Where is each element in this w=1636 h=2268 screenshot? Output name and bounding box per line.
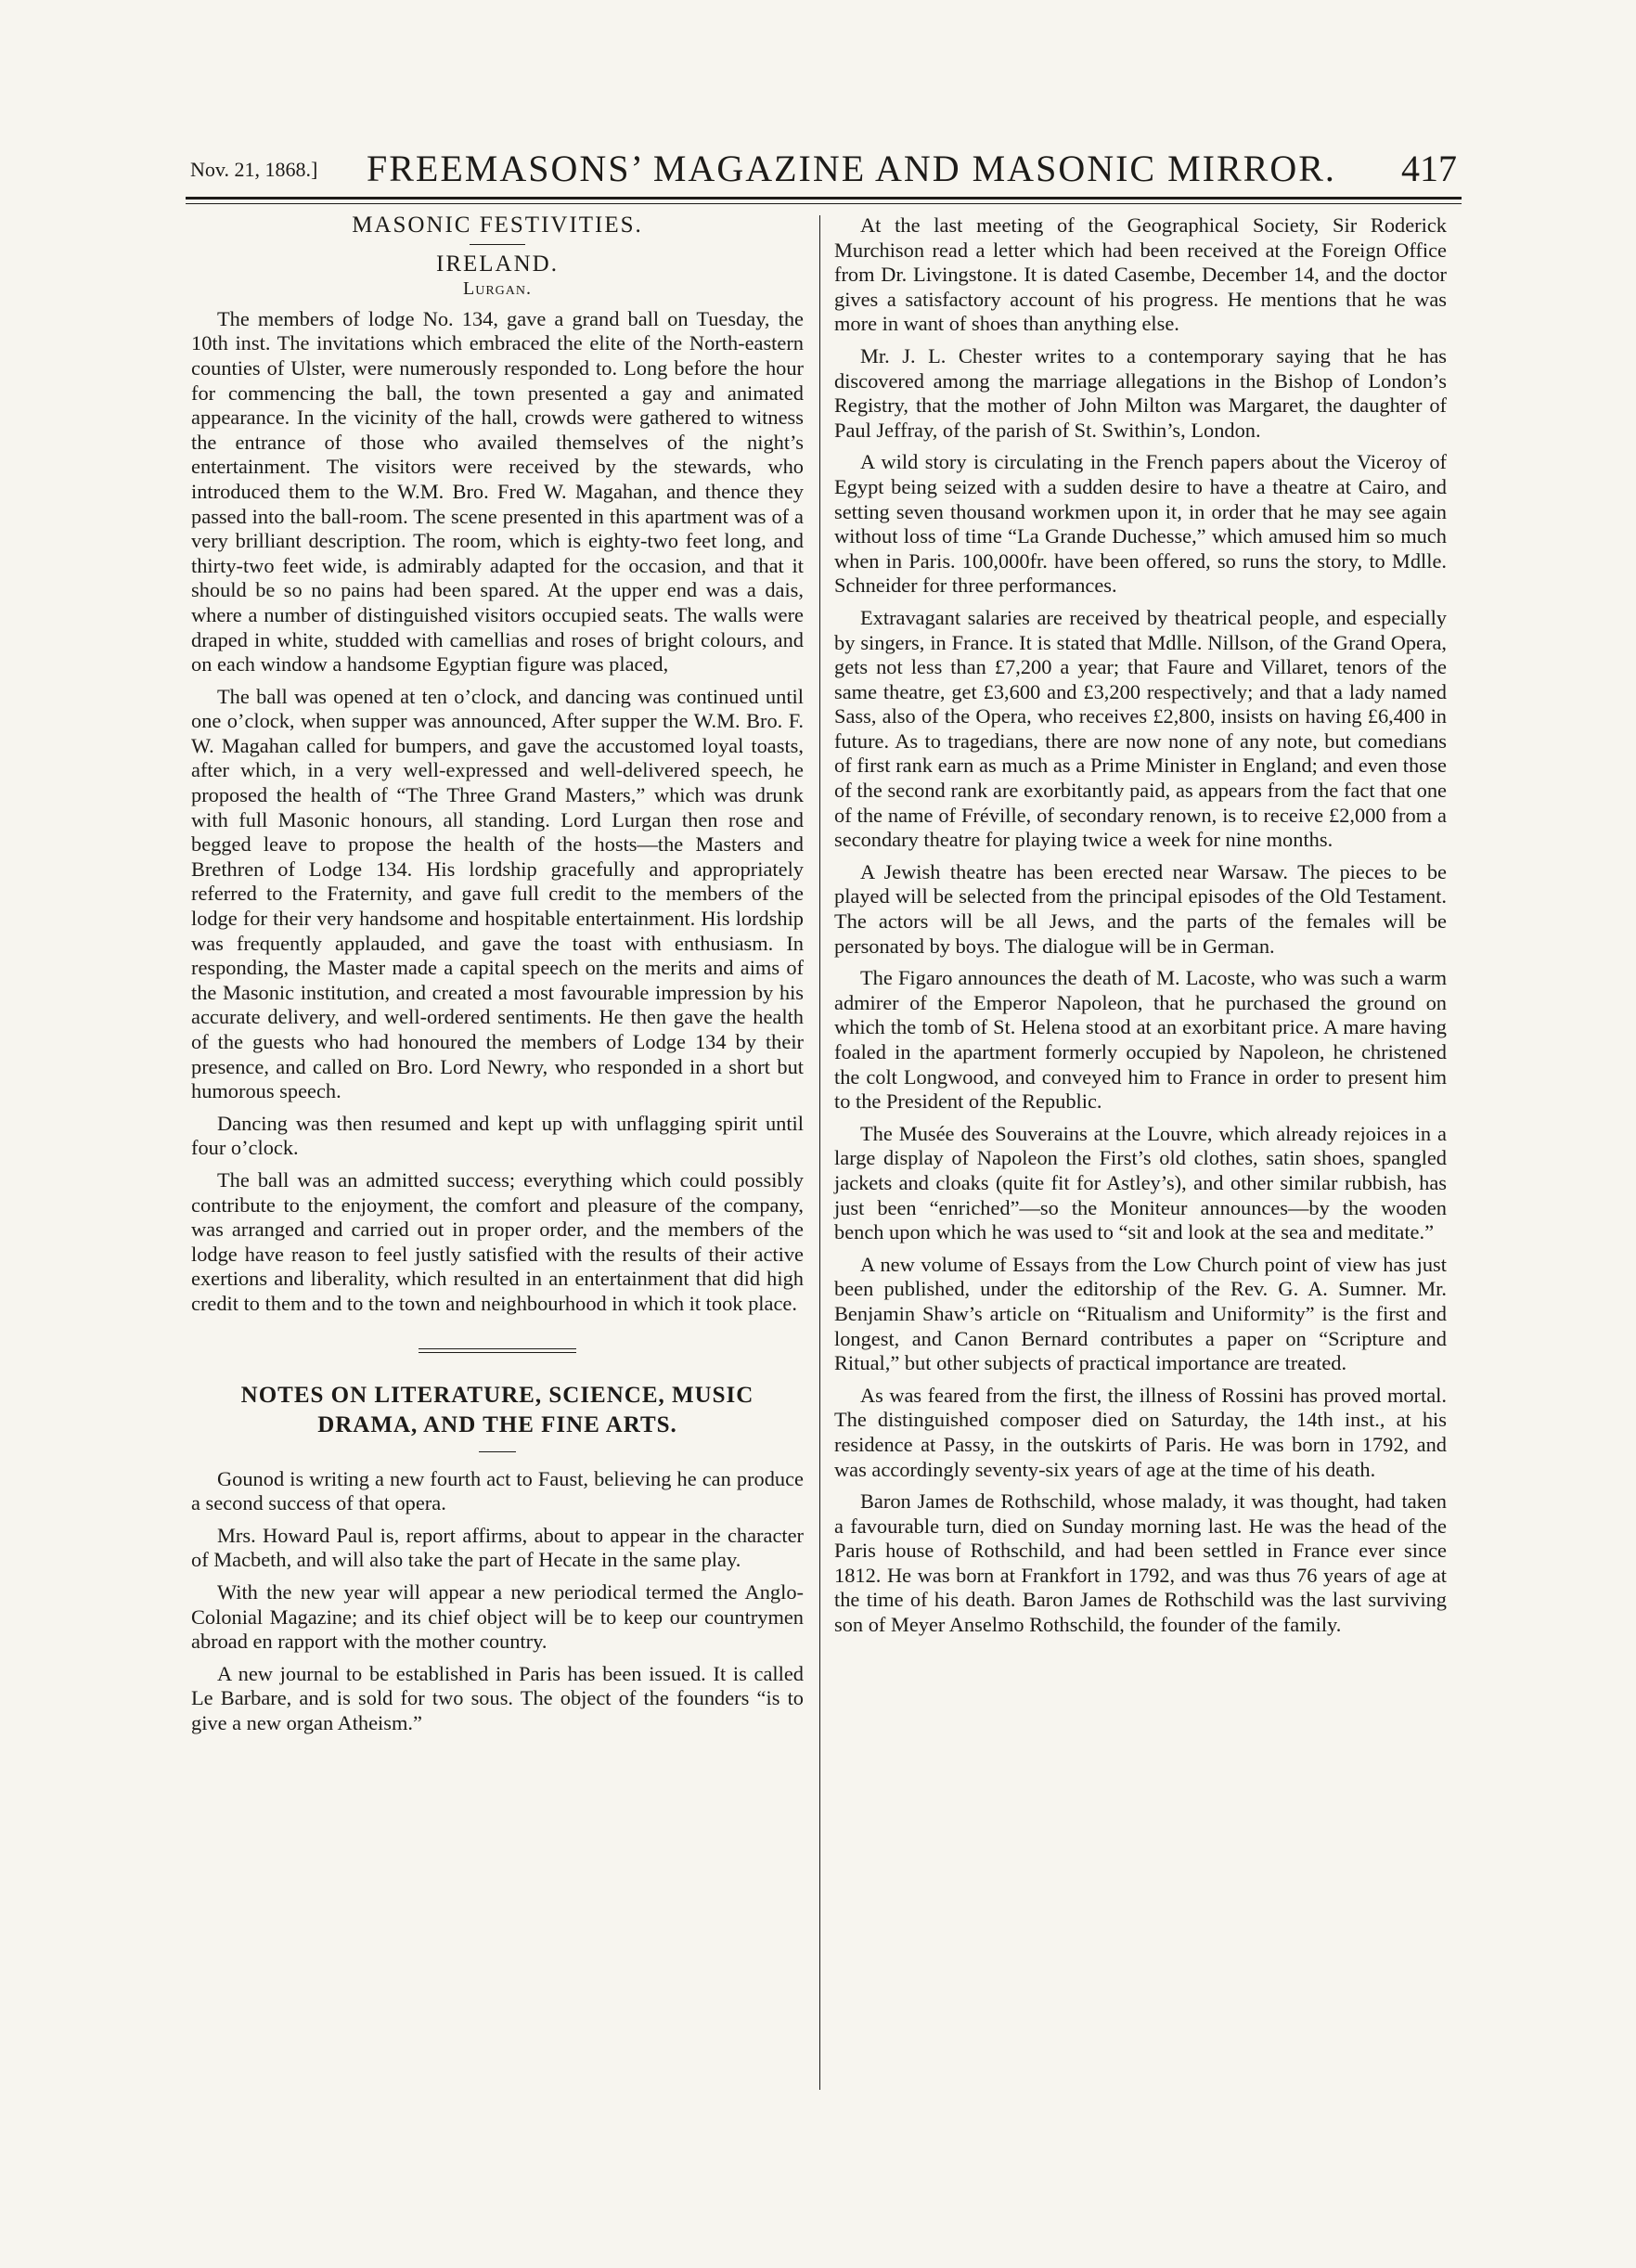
page-number: 417 <box>1401 148 1457 189</box>
right-column <box>834 213 1447 1645</box>
notes-paragraph: A wild story is circulating in the French papers about the Viceroy of Egypt being seized with a sudden desire to have a theatre at Cairo, and setting seven thousand workmen upon it, in order that he may see again without loss of time “La Grande Duchesse,” which amused him so much when in Paris. 100,000fr. have been offered, so runs the story, to Mdlle. Schneider for three performances. <box>834 450 1447 598</box>
notes-paragraph: Extravagant salaries are received by theatrical people, and especially by singers, in France. It is stated that Mdlle. Nillson, of the Grand Opera, gets not less than £7,200 a year; that Faure and Villaret, tenors of the same theatre, get £3,600 and £3,200 respectively; and that a lady named Sass, also of the Opera, who receives £2,800, insists on having £6,400 in future. As to tragedians, there are now none of any note, but comedians of first rank earn as much as a Prime Minister in England; and even those of the second rank are exorbitantly paid, as appears from the fact that one of the name of Fréville, of secondary renown, is to receive £2,000 from a secondary theatre for playing twice a week for nine months. <box>834 605 1447 852</box>
column-divider <box>819 215 820 2090</box>
left-column <box>191 213 804 1743</box>
notes-heading-line1: NOTES ON LITERATURE, SCIENCE, MUSIC <box>240 1382 754 1408</box>
article-paragraph: The members of lodge No. 134, gave a grand ball on Tuesday, the 10th inst. The invitations which embraced the elite of the North-eastern counties of Ulster, were numerously responded to. Long before the hour for commencing the ball, the town presented a gay and animated appearance. In the vicinity of the hall, crowds were gathered to witness the entrance of those who availed themselves of the night’s entertainment. The visitors were received by the stewards, who introduced them to the W.M. Bro. Fred W. Magahan, and thence they passed into the ball-room. The scene presented in this apartment was of a very brilliant description. The room, which is eighty-two feet long, and thirty-two feet wide, is admirably adapted for the occasion, and that it should be so no pains had been spared. At the upper end was a dais, where a number of distinguished visitors occupied seats. The walls were draped in white, studded with camellias and roses of bright colours, and on each window a handsome Egyptian figure was placed, <box>191 306 804 677</box>
notes-paragraph: The Musée des Souverains at the Louvre, which already rejoices in a large display of Napoleon the First’s old clothes, satin shoes, spangled jackets and cloaks (quite fit for Astley’s), and other similar rubbish, has just been “enriched”—so the Moniteur announces—by the wooden bench upon which he was used to “sit and look at the sea and meditate.” <box>834 1121 1447 1244</box>
region-heading: IRELAND. <box>436 251 559 277</box>
article-paragraph: The ball was an admitted success; everything which could possibly contribute to the enjoyment, the comfort and pleasure of the company, was arranged and carried out in proper order, and the members of the lodge have reason to feel justly satisfied with the results of their active exertions and liberality, which resulted in an entertainment that did high credit to them and to the town and neighbourhood in which it took place. <box>191 1167 804 1315</box>
notes-paragraph: Baron James de Rothschild, whose malady, it was thought, had taken a favourable turn, died on Sunday morning last. He was the head of the Paris house of Rothschild, and had been settled in France ever since 1812. He was born at Frankfort in 1792, and was thus 76 years of age at the time of his death. Baron James de Rothschild was the last surviving son of Meyer Anselmo Rothschild, the founder of the family. <box>834 1489 1447 1637</box>
notes-paragraph: The Figaro announces the death of M. Lacoste, who was such a warm admirer of the Emperor Napoleon, that he purchased the ground on which the tomb of St. Helena stood at an exorbitant price. A mare having foaled in the apartment formerly occupied by Napoleon, he christened the colt Longwood, and conveyed him to France in order to present him to the President of the Republic. <box>834 966 1447 1114</box>
heading-rule <box>470 244 525 245</box>
section-separator <box>419 1348 576 1353</box>
article-paragraph: Dancing was then resumed and kept up with unflagging spirit until four o’clock. <box>191 1111 804 1160</box>
notes-heading-rule <box>479 1451 516 1452</box>
notes-heading-line2: DRAMA, AND THE FINE ARTS. <box>317 1411 677 1437</box>
notes-paragraph: With the new year will appear a new periodical termed the Anglo-Colonial Magazine; and its chief object will be to keep our countrymen abroad en rapport with the mother country. <box>191 1579 804 1654</box>
header-rule-thick <box>186 197 1462 200</box>
notes-paragraph: Mr. J. L. Chester writes to a contemporary saying that he has discovered among the marriage allegations in the Bishop of London’s Registry, that the mother of John Milton was Margaret, the daughter of Paul Jeffray, of the parish of St. Swithin’s, London. <box>834 343 1447 442</box>
festivities-heading: MASONIC FESTIVITIES. <box>352 213 643 238</box>
masthead-title: FREEMASONS’ MAGAZINE AND MASONIC MIRROR. <box>367 148 1336 189</box>
notes-paragraph: Mrs. Howard Paul is, report affirms, about to appear in the character of Macbeth, and will also take the part of Hecate in the same play. <box>191 1523 804 1572</box>
header-rule-thin <box>186 203 1462 204</box>
notes-paragraph: A new volume of Essays from the Low Church point of view has just been published, under the editorship of the Rev. G. A. Sumner. Mr. Benjamin Shaw’s article on “Ritualism and Uniformity” is the first and longest, and Canon Bernard contributes a paper on “Scripture and Ritual,” but other subjects of practical importance are treated. <box>834 1252 1447 1375</box>
notes-paragraph: A new journal to be established in Paris has been issued. It is called Le Barbare, and is sold for two sous. The object of the founders “is to give a new organ Atheism.” <box>191 1661 804 1734</box>
page-header <box>190 147 1457 189</box>
notes-paragraph: At the last meeting of the Geographical Society, Sir Roderick Murchison read a letter which had been received at the Foreign Office from Dr. Livingstone. It is dated Casembe, December 14, and the doctor gives a satisfactory account of his progress. He mentions that he was more in want of shoes than anything else. <box>834 213 1447 336</box>
notes-paragraph: As was feared from the first, the illness of Rossini has proved mortal. The distinguished composer died on Saturday, the 14th inst., at his residence at Passy, in the outskirts of Paris. He was born in 1792, and was accordingly seventy-six years of age at the time of his death. <box>834 1383 1447 1481</box>
place-heading: Lurgan. <box>463 278 532 300</box>
issue-date: Nov. 21, 1868.] <box>190 158 318 181</box>
notes-paragraph: A Jewish theatre has been erected near Warsaw. The pieces to be played will be selected from the principal episodes of the Old Testament. The actors will be all Jews, and the parts of the females will be personated by boys. The dialogue will be in German. <box>834 859 1447 958</box>
article-paragraph: The ball was opened at ten o’clock, and dancing was continued until one o’clock, when supper was announced, After supper the W.M. Bro. F. W. Magahan called for bumpers, and gave the accustomed loyal toasts, after which, in a very well-expressed and well-delivered speech, he proposed the health of “The Three Grand Masters,” which was drunk with full Masonic honours, all standing. Lord Lurgan then rose and begged leave to propose the health of the hosts—the Masters and Brethren of Lodge 134. His lordship gracefully and appropriately referred to the Fraternity, and gave full credit to the members of the lodge for their very handsome and hospitable entertainment. His lordship was frequently applauded, and gave the toast with enthusiasm. In responding, the Master made a capital speech on the merits and aims of the Masonic institution, and created a most favourable impression by his accurate delivery, and well-ordered sentiments. He then gave the health of the guests who had honoured the members of Lodge 134 by their presence, and called on Bro. Lord Newry, who responded in a short but humorous speech. <box>191 684 804 1103</box>
notes-paragraph: Gounod is writing a new fourth act to Faust, believing he can produce a second success of that opera. <box>191 1466 804 1515</box>
